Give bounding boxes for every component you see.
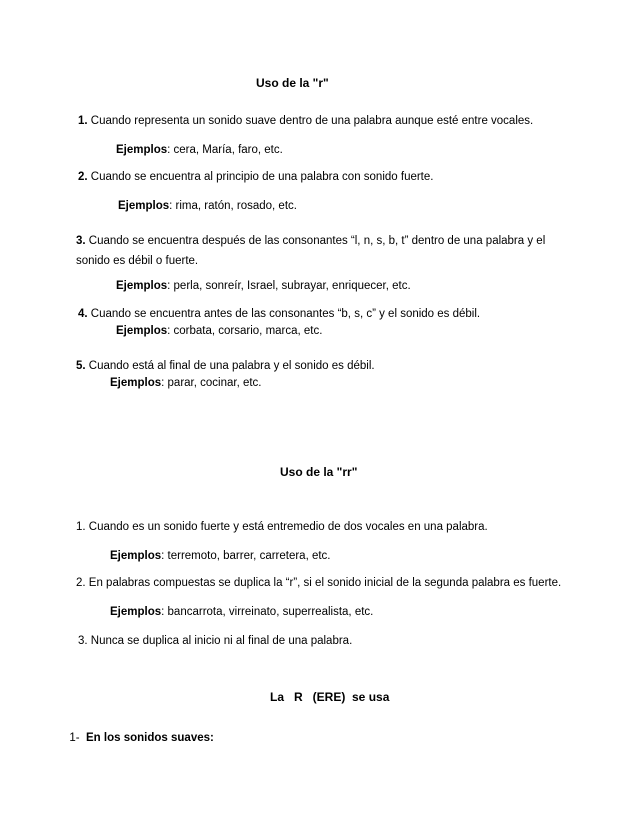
section-rr-title: Uso de la "rr" — [280, 465, 358, 479]
example-r-3 — [116, 279, 411, 293]
example-text: : cera, María, faro, etc. — [167, 144, 283, 156]
rule-number: 2. — [78, 171, 88, 183]
example-text: : perla, sonreír, Israel, subrayar, enriquecer, etc. — [167, 280, 411, 292]
rule-r-5 — [76, 359, 375, 373]
section-ere-title: La R (ERE) se usa — [270, 690, 390, 704]
example-label: Ejemplos — [110, 377, 162, 389]
ere-item-1 — [63, 717, 214, 745]
example-label: Ejemplos — [116, 144, 168, 156]
example-label: Ejemplos — [110, 606, 162, 618]
rule-number: 1. — [78, 115, 88, 127]
rule-rr-1: 1. Cuando es un sonido fuerte y está entremedio de dos vocales en una palabra. — [76, 521, 488, 533]
example-label: Ejemplos — [110, 550, 162, 562]
rule-text: Cuando está al final de una palabra y el sonido es débil. — [85, 360, 375, 372]
example-text: : terremoto, barrer, carretera, etc. — [161, 550, 331, 562]
example-text: : rima, ratón, rosado, etc. — [169, 200, 297, 212]
example-rr-1 — [110, 549, 331, 563]
rule-number: 5. — [76, 360, 86, 372]
rule-r-4 — [78, 307, 480, 321]
rule-r-2 — [78, 170, 433, 184]
example-r-1 — [116, 143, 283, 157]
rule-text: Cuando se encuentra antes de las consonantes “b, s, c” y el sonido es débil. — [87, 308, 481, 320]
rule-text: Cuando se encuentra después de las consonantes “l, n, s, b, t” dentro de una palabra y el sonido es débil o fuerte. — [76, 235, 546, 267]
rule-r-3 — [76, 231, 566, 271]
example-rr-2 — [110, 605, 373, 619]
rule-number: 3. — [76, 235, 86, 247]
rule-number: 4. — [78, 308, 88, 320]
rule-rr-3: 3. Nunca se duplica al inicio ni al final de una palabra. — [78, 635, 353, 647]
example-r-2 — [118, 199, 297, 213]
rule-r-1 — [78, 114, 533, 128]
example-label: Ejemplos — [118, 200, 170, 212]
rule-rr-2: 2. En palabras compuestas se duplica la “r”, si el sonido inicial de la segunda palabra es fuerte. — [76, 577, 562, 589]
ere-item-number: 1- — [69, 732, 87, 744]
example-text: : parar, cocinar, etc. — [161, 377, 262, 389]
ere-item-label: En los sonidos suaves: — [86, 732, 214, 744]
example-text: : corbata, corsario, marca, etc. — [167, 325, 323, 337]
example-r-5 — [110, 376, 262, 390]
example-label: Ejemplos — [116, 325, 168, 337]
rule-text: Cuando se encuentra al principio de una palabra con sonido fuerte. — [87, 171, 434, 183]
section-r-title: Uso de la "r" — [256, 76, 329, 90]
example-label: Ejemplos — [116, 280, 168, 292]
example-r-4 — [116, 324, 322, 338]
rule-text: Cuando representa un sonido suave dentro de una palabra aunque esté entre vocales. — [87, 115, 534, 127]
example-text: : bancarrota, virreinato, superrealista, etc. — [161, 606, 374, 618]
